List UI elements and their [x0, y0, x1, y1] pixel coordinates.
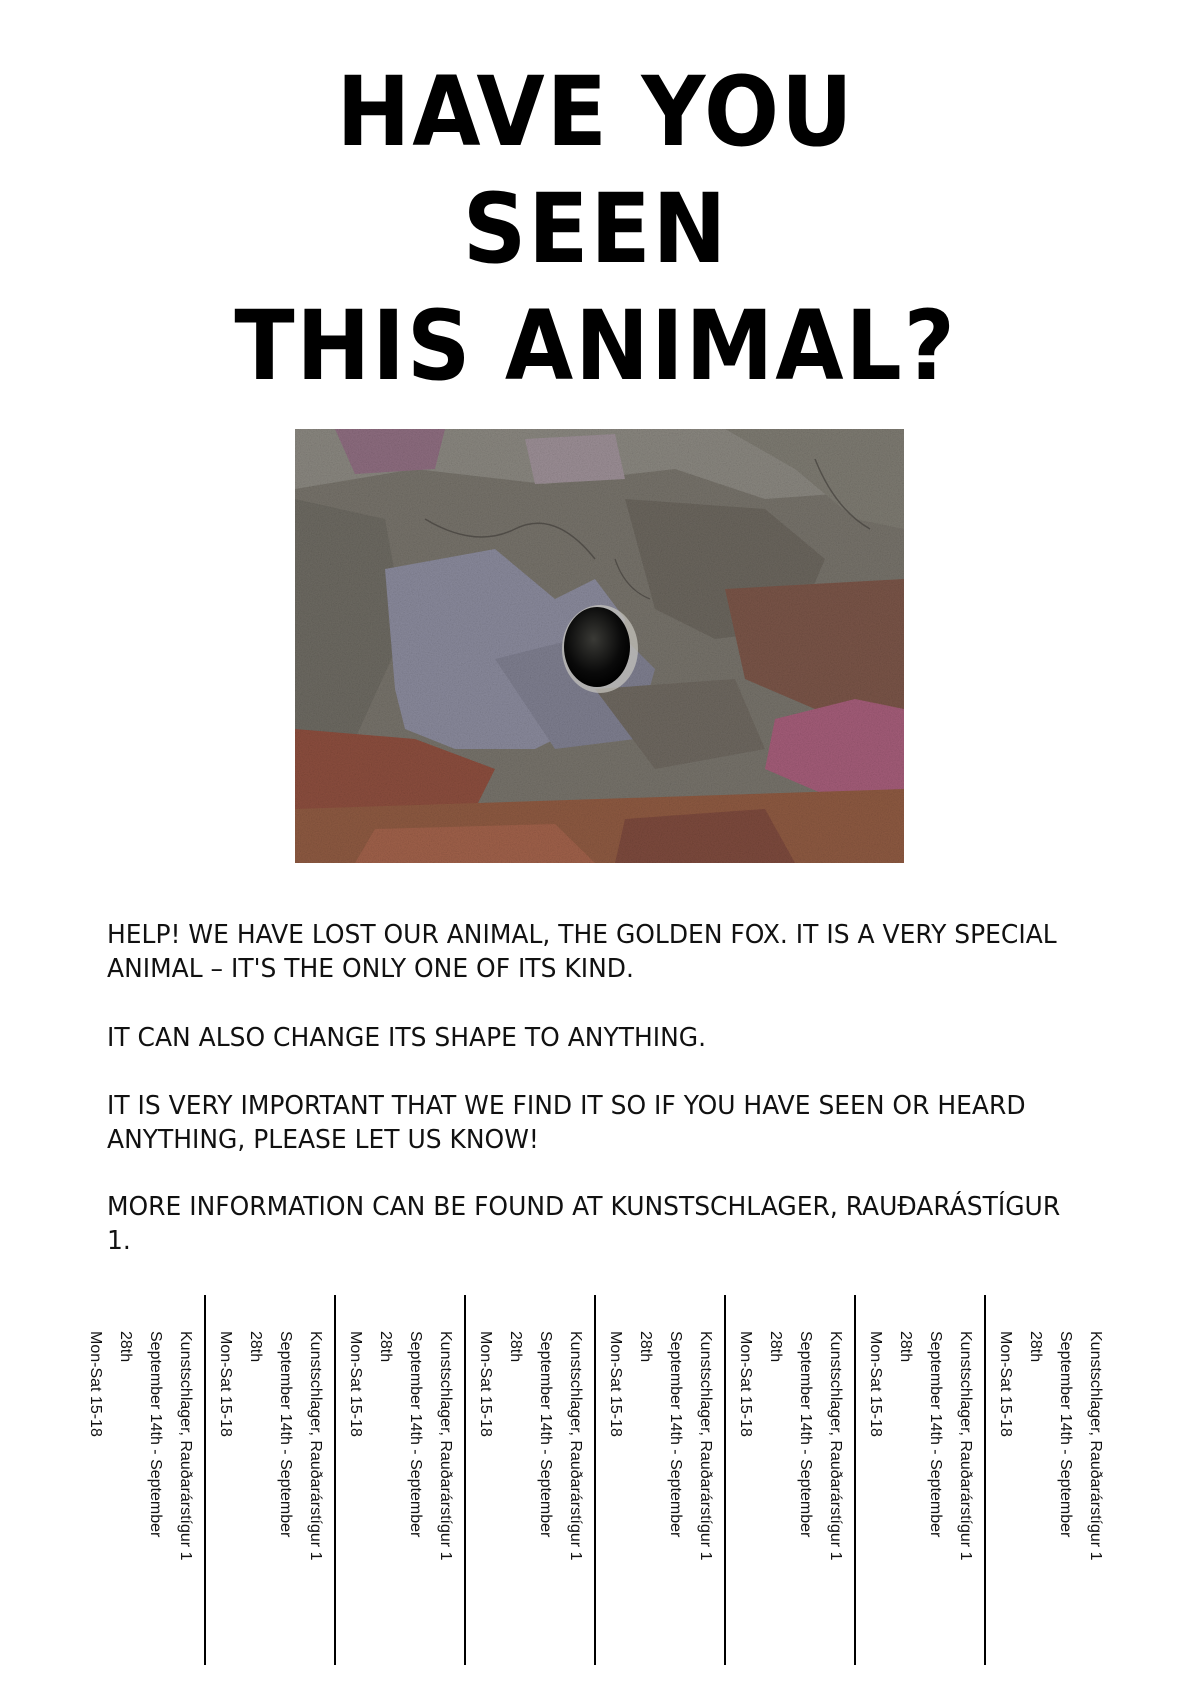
tear-off-tabs — [78, 1295, 1118, 1665]
tear-off-tab[interactable] — [338, 1295, 466, 1665]
paragraph-let-us-know: IT IS VERY IMPORTANT THAT WE FIND IT SO IF YOU HAVE SEEN OR HEARD ANYTHING, PLEASE LET US KNOW! — [107, 1091, 1026, 1155]
tab-dates-end: 28th — [247, 1331, 264, 1363]
tab-divider — [464, 1295, 466, 1665]
tab-location: Kunstschlager, Rauðarárstígur 1 — [697, 1331, 714, 1561]
tab-location: Kunstschlager, Rauðarárstígur 1 — [437, 1331, 454, 1561]
tab-hours: Mon-Sat 15-18 — [607, 1331, 624, 1437]
tear-off-tab-text — [728, 1295, 852, 1665]
tab-location: Kunstschlager, Rauðarárstígur 1 — [307, 1331, 324, 1561]
tear-off-tab-text — [858, 1295, 982, 1665]
tab-dates-end: 28th — [897, 1331, 914, 1363]
tab-location: Kunstschlager, Rauðarárstígur 1 — [1087, 1331, 1104, 1561]
tab-location: Kunstschlager, Rauðarárstígur 1 — [957, 1331, 974, 1561]
tab-divider — [594, 1295, 596, 1665]
tab-hours: Mon-Sat 15-18 — [217, 1331, 234, 1437]
paragraph-lost-animal: HELP! WE HAVE LOST OUR ANIMAL, THE GOLDEN FOX. IT IS A VERY SPECIAL ANIMAL – IT'S THE ONLY ONE OF ITS KIND. — [107, 920, 1057, 984]
tab-divider — [334, 1295, 336, 1665]
tab-divider — [724, 1295, 726, 1665]
tear-off-tab[interactable] — [988, 1295, 1116, 1665]
tab-dates-end: 28th — [117, 1331, 134, 1363]
poster-title-line-3: THIS ANIMAL? — [234, 290, 957, 402]
tear-off-tab-text — [598, 1295, 722, 1665]
tear-off-tab-text — [78, 1295, 202, 1665]
wall-hole-photo — [295, 429, 904, 863]
tear-off-tab-text — [988, 1295, 1112, 1665]
tab-divider — [984, 1295, 986, 1665]
tab-hours: Mon-Sat 15-18 — [87, 1331, 104, 1437]
tab-hours: Mon-Sat 15-18 — [477, 1331, 494, 1437]
tab-dates: September 14th - September — [667, 1331, 684, 1538]
tear-off-tab[interactable] — [858, 1295, 986, 1665]
tab-dates: September 14th - September — [1057, 1331, 1074, 1538]
tab-dates: September 14th - September — [797, 1331, 814, 1538]
tab-dates-end: 28th — [1027, 1331, 1044, 1363]
tab-hours: Mon-Sat 15-18 — [997, 1331, 1014, 1437]
tab-location: Kunstschlager, Rauðarárstígur 1 — [827, 1331, 844, 1561]
tab-location: Kunstschlager, Rauðarárstígur 1 — [567, 1331, 584, 1561]
poster-title-line-2: SEEN — [462, 173, 729, 285]
tab-dates-end: 28th — [767, 1331, 784, 1363]
tear-off-tab[interactable] — [78, 1295, 206, 1665]
poster-title-line-1: HAVE YOU — [336, 56, 855, 168]
tab-dates: September 14th - September — [407, 1331, 424, 1538]
tear-off-tab-text — [208, 1295, 332, 1665]
paragraph-change-shape: IT CAN ALSO CHANGE ITS SHAPE TO ANYTHING. — [107, 1023, 707, 1053]
tear-off-tab[interactable] — [208, 1295, 336, 1665]
paragraph-more-information: MORE INFORMATION CAN BE FOUND AT KUNSTSCHLAGER, RAUÐARÁSTÍGUR 1. — [107, 1192, 1061, 1256]
tab-divider — [854, 1295, 856, 1665]
tab-hours: Mon-Sat 15-18 — [867, 1331, 884, 1437]
tear-off-tab[interactable] — [468, 1295, 596, 1665]
tab-hours: Mon-Sat 15-18 — [737, 1331, 754, 1437]
tab-dates: September 14th - September — [277, 1331, 294, 1538]
tab-hours: Mon-Sat 15-18 — [347, 1331, 364, 1437]
tab-dates-end: 28th — [377, 1331, 394, 1363]
tab-divider — [204, 1295, 206, 1665]
tear-off-tab[interactable] — [728, 1295, 856, 1665]
tab-dates-end: 28th — [507, 1331, 524, 1363]
tab-location: Kunstschlager, Rauðarárstígur 1 — [177, 1331, 194, 1561]
tab-dates-end: 28th — [637, 1331, 654, 1363]
tear-off-tab-text — [338, 1295, 462, 1665]
tear-off-tab[interactable] — [598, 1295, 726, 1665]
tab-dates: September 14th - September — [927, 1331, 944, 1538]
tab-dates: September 14th - September — [537, 1331, 554, 1538]
tab-dates: September 14th - September — [147, 1331, 164, 1538]
tear-off-tab-text — [468, 1295, 592, 1665]
